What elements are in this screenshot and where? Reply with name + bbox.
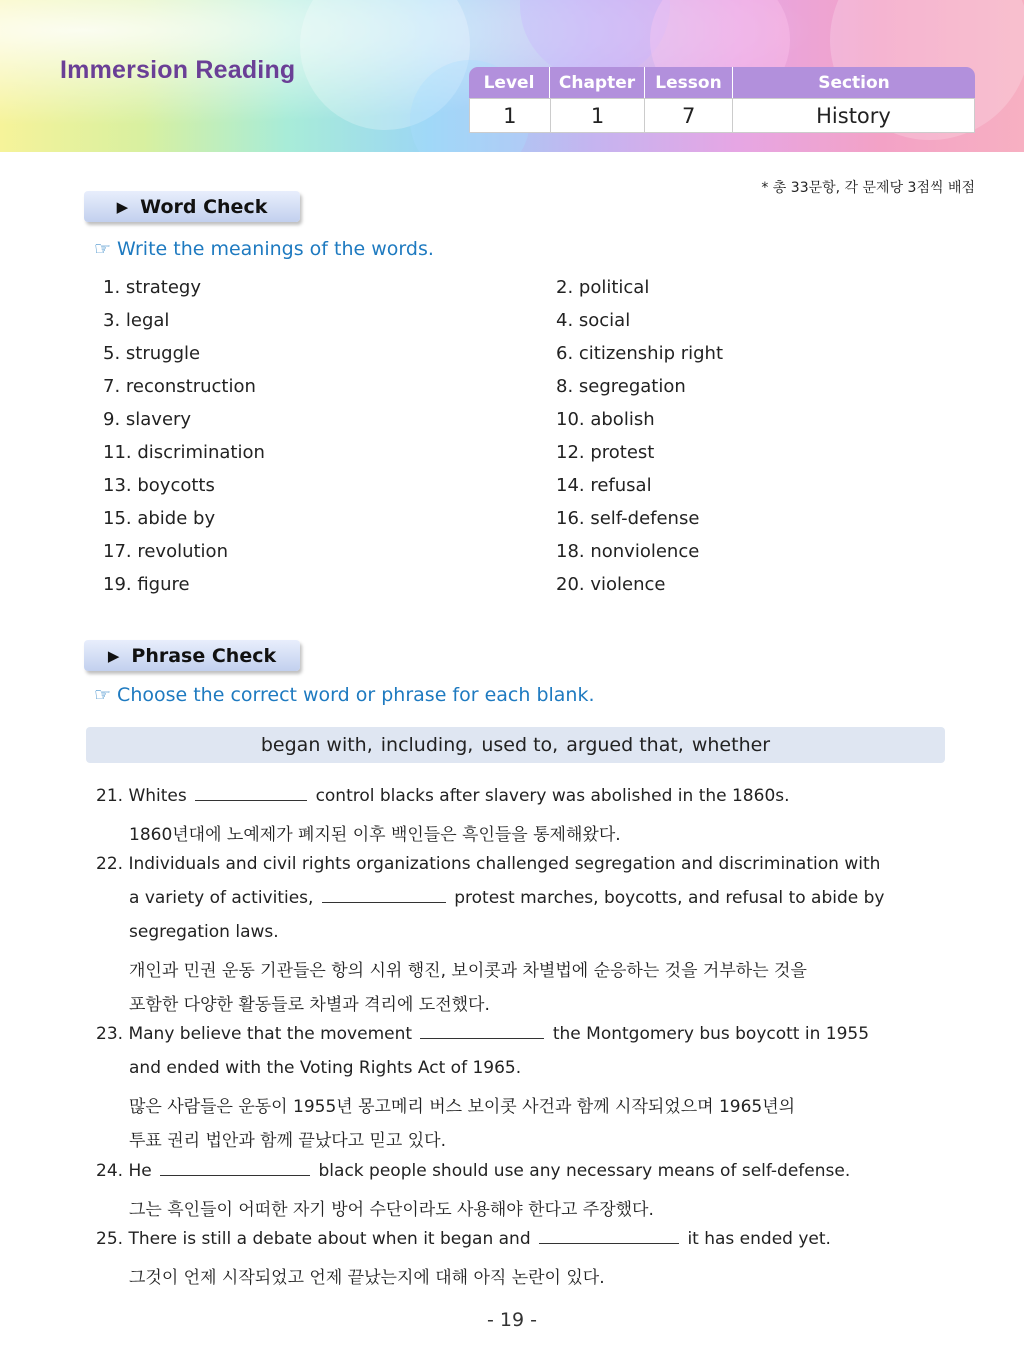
word-list bbox=[103, 277, 903, 607]
answer-blank[interactable] bbox=[539, 1229, 679, 1244]
question-25 bbox=[96, 1229, 936, 1297]
word-item: 8. segregation bbox=[556, 376, 686, 397]
question-text: protest marches, boycotts, and refusal to abide by bbox=[454, 888, 885, 908]
lesson-info-table bbox=[469, 67, 975, 133]
question-text: the Montgomery bus boycott in 1955 bbox=[552, 1024, 870, 1044]
list-item bbox=[103, 310, 903, 343]
word-item: 17. revolution bbox=[103, 541, 228, 562]
korean-translation: 개인과 민권 운동 기관들은 항의 시위 행진, 보이콧과 차별법에 순응하는 것을 거부하는 것을 bbox=[129, 961, 807, 981]
word-check-title: Word Check bbox=[140, 195, 268, 218]
word-bank-option: used to, bbox=[481, 734, 559, 756]
question-text: Individuals and civil rights organizations challenged segregation and discrimination with bbox=[128, 854, 881, 874]
answer-blank[interactable] bbox=[420, 1024, 544, 1039]
list-item bbox=[103, 376, 903, 409]
word-item: 16. self-defense bbox=[556, 508, 700, 529]
korean-translation: 포함한 다양한 활동들로 차별과 격리에 도전했다. bbox=[129, 995, 490, 1015]
list-item bbox=[103, 541, 903, 574]
word-bank-option: whether bbox=[691, 734, 771, 756]
korean-translation: 그것이 언제 시작되었고 언제 끝났는지에 대해 아직 논란이 있다. bbox=[129, 1268, 605, 1288]
word-bank-option: argued that, bbox=[566, 734, 684, 756]
answer-blank[interactable] bbox=[322, 888, 446, 903]
question-number: 24. bbox=[96, 1161, 124, 1181]
question-text: control blacks after slavery was abolished in the 1860s. bbox=[315, 786, 790, 806]
section-value: History bbox=[816, 103, 891, 128]
question-21 bbox=[96, 786, 936, 854]
question-text: He bbox=[128, 1161, 152, 1181]
word-item: 2. political bbox=[556, 277, 650, 298]
question-text: segregation laws. bbox=[129, 922, 279, 942]
korean-translation: 많은 사람들은 운동이 1955년 몽고메리 버스 보이콧 사건과 함께 시작되었으며 1965년의 bbox=[129, 1097, 796, 1117]
lesson-label: Lesson bbox=[645, 67, 733, 98]
word-item: 12. protest bbox=[556, 442, 655, 463]
question-number: 23. bbox=[96, 1024, 124, 1044]
question-23 bbox=[96, 1024, 936, 1160]
word-item: 10. abolish bbox=[556, 409, 655, 430]
pointing-hand-icon: ☞ bbox=[94, 238, 112, 260]
phrase-check-title: Phrase Check bbox=[131, 644, 277, 667]
pointing-hand-icon: ☞ bbox=[94, 684, 112, 706]
word-item: 15. abide by bbox=[103, 508, 216, 529]
section-label: Section bbox=[818, 72, 890, 93]
question-text: Many believe that the movement bbox=[128, 1024, 413, 1044]
score-note: * 총 33문항, 각 문제당 3점씩 배점 bbox=[761, 180, 975, 196]
phrase-check-instruction-text: Choose the correct word or phrase for each blank. bbox=[117, 684, 595, 706]
question-text: There is still a debate about when it began and bbox=[128, 1229, 531, 1249]
question-number: 22. bbox=[96, 854, 124, 874]
question-number: 25. bbox=[96, 1229, 124, 1249]
lesson-value: 7 bbox=[645, 99, 733, 132]
korean-translation: 그는 흑인들이 어떠한 자기 방어 수단이라도 사용해야 한다고 주장했다. bbox=[129, 1200, 654, 1220]
question-text: a variety of activities, bbox=[129, 888, 314, 908]
question-22 bbox=[96, 854, 936, 1024]
word-item: 3. legal bbox=[103, 310, 170, 331]
korean-translation: 투표 권리 법안과 함께 끝났다고 믿고 있다. bbox=[129, 1131, 447, 1151]
word-bank-option: began with, bbox=[260, 734, 373, 756]
level-value: 1 bbox=[470, 99, 551, 132]
word-check-instruction-text: Write the meanings of the words. bbox=[117, 238, 434, 260]
word-item: 4. social bbox=[556, 310, 631, 331]
word-item: 19. figure bbox=[103, 574, 190, 595]
answer-blank[interactable] bbox=[195, 786, 307, 801]
list-item bbox=[103, 574, 903, 607]
page-number: - 19 - bbox=[487, 1309, 537, 1331]
answer-blank[interactable] bbox=[160, 1161, 310, 1176]
brand-title: Immersion Reading bbox=[60, 56, 296, 84]
word-item: 18. nonviolence bbox=[556, 541, 700, 562]
list-item bbox=[103, 409, 903, 442]
word-item: 14. refusal bbox=[556, 475, 652, 496]
question-text: Whites bbox=[128, 786, 187, 806]
list-item bbox=[103, 475, 903, 508]
lesson-info-header bbox=[469, 67, 975, 98]
word-item: 7. reconstruction bbox=[103, 376, 256, 397]
list-item bbox=[103, 343, 903, 376]
lesson-info-values bbox=[469, 98, 975, 133]
korean-translation: 1860년대에 노예제가 폐지된 이후 백인들은 흑인들을 통제해왔다. bbox=[129, 825, 621, 845]
play-triangle-icon: ▶ bbox=[107, 646, 120, 665]
phrase-check-heading bbox=[84, 640, 300, 671]
word-bank-option: including, bbox=[380, 734, 474, 756]
word-item: 9. slavery bbox=[103, 409, 192, 430]
word-item: 11. discrimination bbox=[103, 442, 265, 463]
word-check-heading bbox=[84, 191, 300, 222]
list-item bbox=[103, 508, 903, 541]
question-text: black people should use any necessary means of self-defense. bbox=[318, 1161, 851, 1181]
level-label: Level bbox=[469, 67, 550, 98]
word-item: 6. citizenship right bbox=[556, 343, 724, 364]
question-number: 21. bbox=[96, 786, 124, 806]
question-24 bbox=[96, 1161, 936, 1229]
list-item bbox=[103, 442, 903, 475]
question-text: and ended with the Voting Rights Act of 1965. bbox=[129, 1058, 522, 1078]
chapter-label: Chapter bbox=[550, 67, 645, 98]
question-text: it has ended yet. bbox=[687, 1229, 831, 1249]
header-banner bbox=[0, 0, 1024, 152]
word-item: 1. strategy bbox=[103, 277, 201, 298]
list-item bbox=[103, 277, 903, 310]
word-bank bbox=[86, 727, 945, 763]
chapter-value: 1 bbox=[551, 99, 646, 132]
play-triangle-icon: ▶ bbox=[116, 197, 129, 216]
word-item: 5. struggle bbox=[103, 343, 201, 364]
word-check-instruction bbox=[94, 238, 434, 260]
word-item: 20. violence bbox=[556, 574, 666, 595]
word-item: 13. boycotts bbox=[103, 475, 215, 496]
phrase-check-instruction bbox=[94, 684, 595, 706]
